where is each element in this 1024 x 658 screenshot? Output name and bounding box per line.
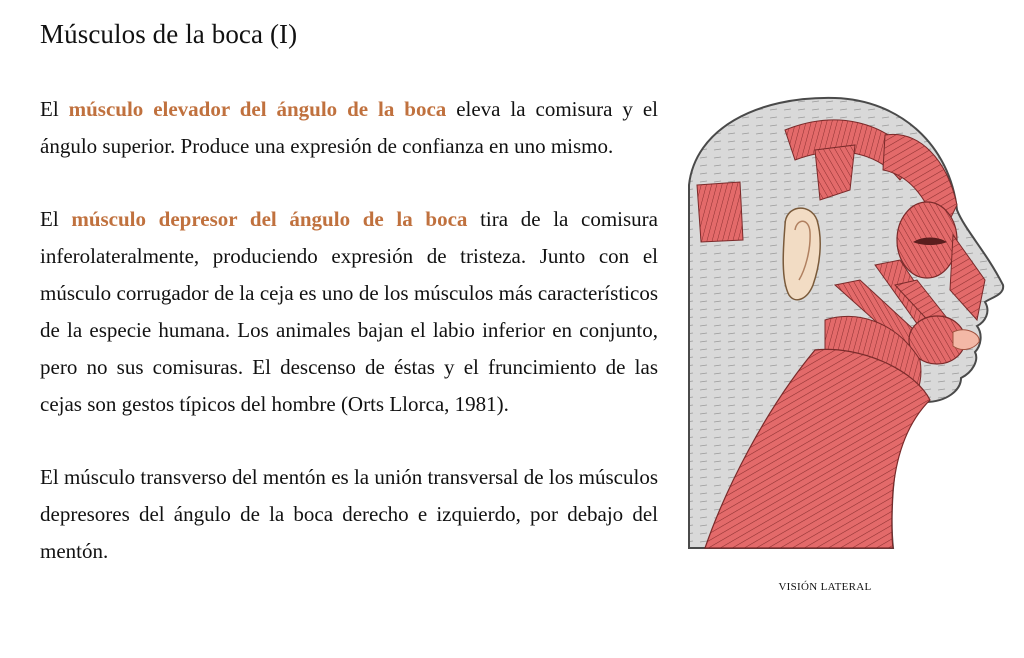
text-column [40, 91, 658, 606]
anatomy-illustration [685, 90, 1005, 610]
term-musculo-depresor: músculo depresor del ángulo de la boca [71, 207, 468, 231]
paragraph-elevador [40, 91, 658, 165]
figure-caption: VISIÓN LATERAL [778, 581, 872, 593]
paragraph-depresor-lead: El [40, 207, 72, 231]
term-musculo-elevador: músculo elevador del ángulo de la boca [68, 97, 447, 121]
paragraph-depresor [40, 201, 658, 423]
page-title: Músculos de la boca (I) [40, 19, 298, 49]
paragraph-elevador-lead: El [40, 97, 69, 121]
paragraph-depresor-body: tira de la comisura inferolateralmente, produciendo expresión de tristeza. Junto con el músculo corrugador de la ceja es uno de los músculos más característicos de la especie humana. Los animales bajan el labio inferior en conjunto, pero no sus comisuras. El descenso de éstas y el fruncimiento de las cejas son gestos típicos del hombre (Orts Llorca, 1981). [40, 207, 658, 416]
paragraph-transverso: El músculo transverso del mentón es la unión transversal de los músculos depresores del ángulo de la boca derecho e izquierdo, por debajo del mentón. [40, 465, 658, 563]
head-lateral-muscles-drawing [685, 90, 1005, 610]
occipital-muscle [697, 182, 743, 242]
paragraph-elevador-body: eleva la comisura y el ángulo superior. Produce una expresión de confianza en uno mismo. [40, 97, 658, 158]
